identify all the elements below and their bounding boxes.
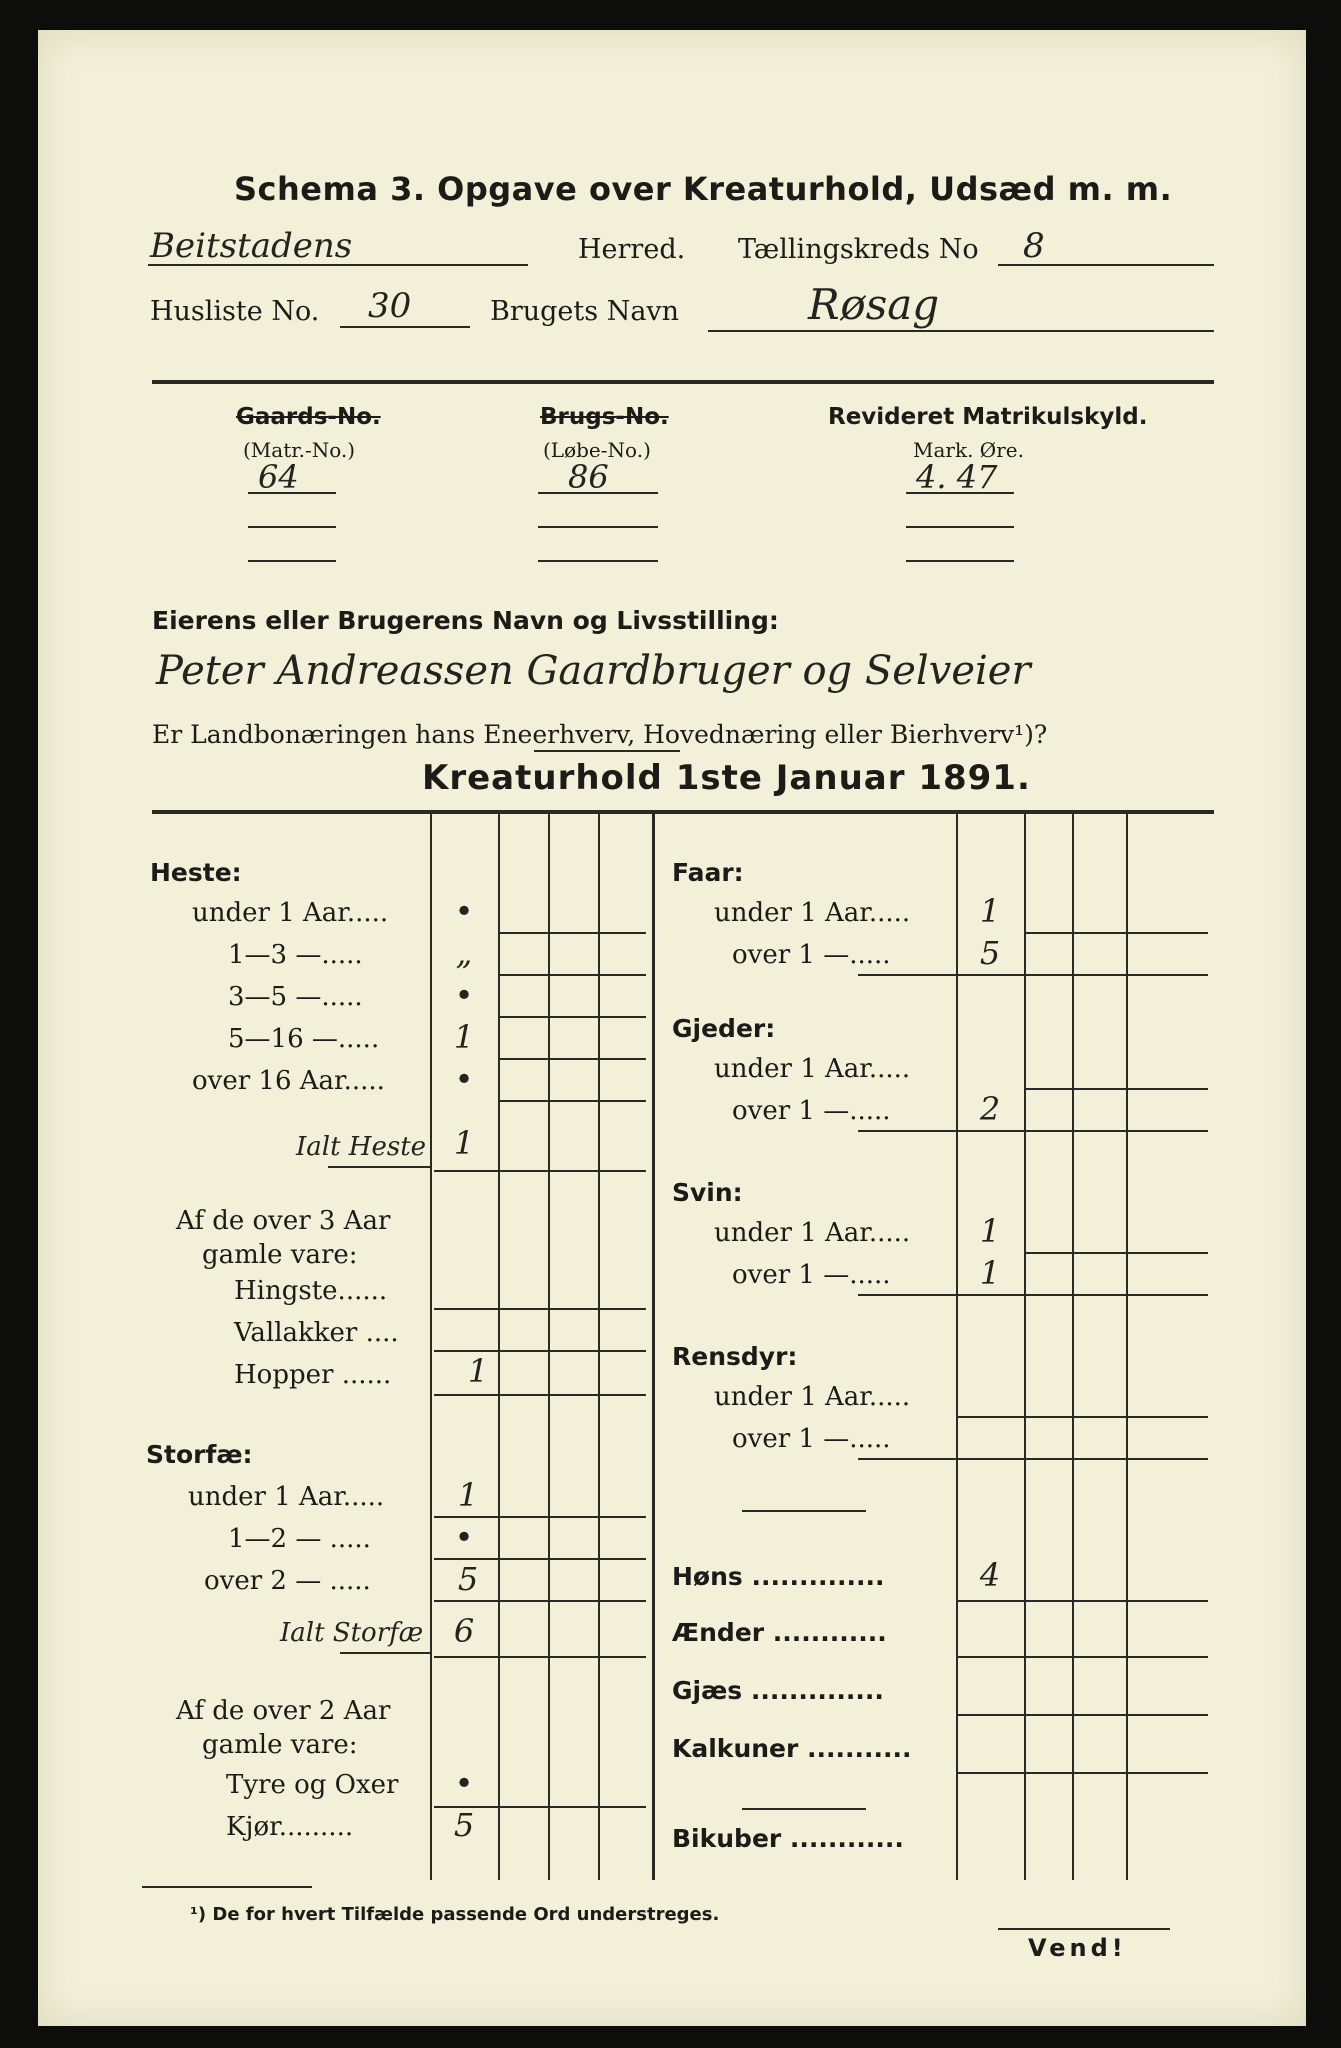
ialt-heste-label: Ialt Heste bbox=[296, 1132, 427, 1162]
svin-row-label: under 1 Aar..... bbox=[714, 1218, 911, 1248]
matrikulskyld-label: Revideret Matrikulskyld. bbox=[828, 404, 1148, 430]
gjeder-header: Gjeder: bbox=[672, 1014, 776, 1043]
aender-label: Ænder ............ bbox=[672, 1618, 887, 1647]
storfae-row-label: under 1 Aar..... bbox=[188, 1482, 385, 1512]
brug-value: Røsag bbox=[808, 280, 940, 329]
vend-label: Vend! bbox=[1028, 1934, 1127, 1962]
storfae-row-value: 1 bbox=[457, 1476, 479, 1514]
gjeder-row-value: 2 bbox=[979, 1090, 1001, 1128]
form-sheet bbox=[38, 30, 1306, 2026]
svin-row-label: over 1 —..... bbox=[732, 1260, 891, 1290]
hons-value: 4 bbox=[979, 1556, 1001, 1594]
ialt-heste-value: 1 bbox=[453, 1124, 475, 1162]
vallakker-label: Vallakker .... bbox=[234, 1318, 399, 1348]
brugs-no-label: Brugs-No. bbox=[540, 404, 669, 430]
rensdyr-header: Rensdyr: bbox=[672, 1342, 798, 1371]
faar-header: Faar: bbox=[672, 858, 744, 887]
kjor-value: 5 bbox=[453, 1806, 475, 1844]
tyre-value: • bbox=[454, 1764, 474, 1802]
svin-row-value: 1 bbox=[979, 1212, 1001, 1250]
herred-label: Herred. bbox=[578, 234, 686, 265]
svin-row-value: 1 bbox=[979, 1254, 1001, 1292]
heste-row-label: over 16 Aar..... bbox=[192, 1066, 385, 1096]
gaards-no-label: Gaards-No. bbox=[236, 404, 381, 430]
husliste-value: 30 bbox=[368, 286, 412, 326]
husliste-label: Husliste No. bbox=[150, 296, 320, 327]
heste-row-value: • bbox=[454, 976, 474, 1014]
heste-row-value: • bbox=[454, 892, 474, 930]
faar-row-value: 1 bbox=[979, 892, 1001, 930]
heste-row-label: under 1 Aar..... bbox=[192, 898, 389, 928]
bikuber-label: Bikuber ............ bbox=[672, 1824, 904, 1853]
storfae-row-label: 1—2 — ..... bbox=[228, 1524, 371, 1554]
kalkuner-label: Kalkuner ........... bbox=[672, 1734, 912, 1763]
herred-value: Beitstadens bbox=[150, 226, 353, 266]
gaards-no-sub: (Matr.-No.) bbox=[243, 438, 356, 462]
ialt-storfae-value: 6 bbox=[453, 1612, 475, 1650]
gjeder-row-label: over 1 —..... bbox=[732, 1096, 891, 1126]
gaards-no-value: 64 bbox=[258, 458, 299, 496]
rensdyr-row-label: over 1 —..... bbox=[732, 1424, 891, 1454]
matrikulskyld-value: 4. 47 bbox=[916, 458, 998, 496]
faar-row-label: over 1 —..... bbox=[732, 940, 891, 970]
heste-row-label: 1—3 —..... bbox=[228, 940, 363, 970]
tyre-label: Tyre og Oxer bbox=[226, 1770, 399, 1800]
storfae-row-value: 5 bbox=[457, 1560, 479, 1598]
storfae-row-value: • bbox=[454, 1518, 474, 1556]
kreaturhold-title: Kreaturhold 1ste Januar 1891. bbox=[422, 758, 1031, 798]
hingste-label: Hingste...... bbox=[234, 1276, 388, 1306]
svin-header: Svin: bbox=[672, 1178, 743, 1207]
brugs-no-value: 86 bbox=[568, 458, 609, 496]
hopper-label: Hopper ...... bbox=[234, 1360, 392, 1390]
brugs-no-sub: (Løbe-No.) bbox=[543, 438, 651, 462]
af3-line1: Af de over 3 Aar bbox=[176, 1206, 391, 1236]
heste-row-value: 1 bbox=[453, 1018, 475, 1056]
kreds-value: 8 bbox=[1023, 226, 1045, 266]
gjeder-row-label: under 1 Aar..... bbox=[714, 1054, 911, 1084]
faar-row-value: 5 bbox=[979, 934, 1001, 972]
owner-label: Eierens eller Brugerens Navn og Livsstilling: bbox=[152, 606, 779, 635]
ialt-storfae-label: Ialt Storfæ bbox=[280, 1618, 424, 1648]
matrikulskyld-sub: Mark. Øre. bbox=[913, 438, 1024, 462]
livelihood-question: Er Landbonæringen hans Eneerhverv, Hovednæring eller Bierhverv¹)? bbox=[152, 720, 1048, 749]
rensdyr-row-label: under 1 Aar..... bbox=[714, 1382, 911, 1412]
storfae-row-label: over 2 — ..... bbox=[204, 1566, 371, 1596]
kjor-label: Kjør......... bbox=[226, 1812, 354, 1842]
kreds-label: Tællingskreds No bbox=[738, 234, 979, 265]
footnote: ¹) De for hvert Tilfælde passende Ord understreges. bbox=[190, 1904, 720, 1925]
faar-row-label: under 1 Aar..... bbox=[714, 898, 911, 928]
gjaes-label: Gjæs .............. bbox=[672, 1676, 884, 1705]
af2-line1: Af de over 2 Aar bbox=[176, 1696, 391, 1726]
form-title: Schema 3. Opgave over Kreaturhold, Udsæd m. m. bbox=[234, 170, 1173, 208]
storfae-header: Storfæ: bbox=[146, 1440, 253, 1469]
heste-row-value: • bbox=[454, 1060, 474, 1098]
heste-row-label: 5—16 —..... bbox=[228, 1024, 380, 1054]
hopper-value: 1 bbox=[467, 1352, 489, 1390]
af2-line2: gamle vare: bbox=[202, 1730, 358, 1760]
brug-label: Brugets Navn bbox=[490, 296, 680, 327]
owner-value: Peter Andreassen Gaardbruger og Selveier bbox=[156, 648, 1031, 694]
hons-label: Høns .............. bbox=[672, 1562, 885, 1591]
heste-row-label: 3—5 —..... bbox=[228, 982, 363, 1012]
heste-header: Heste: bbox=[150, 858, 242, 887]
heste-row-value: „ bbox=[455, 934, 473, 972]
af3-line2: gamle vare: bbox=[202, 1240, 358, 1270]
